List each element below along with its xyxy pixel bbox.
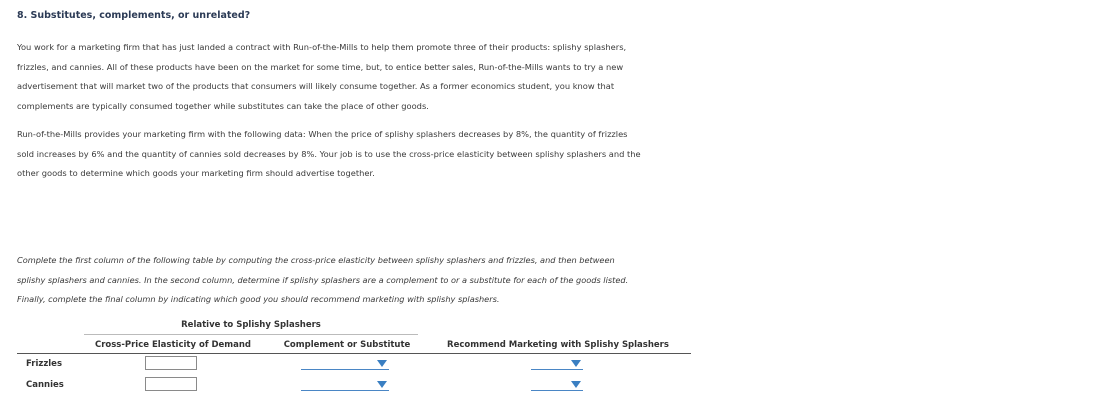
column-header-elasticity: Cross-Price Elasticity of Demand xyxy=(94,340,252,350)
instructions-paragraph xyxy=(17,251,777,310)
paragraph-line: Run-of-the-Mills provides your marketing firm with the following data: When the price of splishy splashers decreases by 8%, the quantity of frizzles xyxy=(17,129,628,139)
row-label-cannies: Cannies xyxy=(26,380,64,390)
chevron-down-icon xyxy=(571,360,581,367)
instruction-line: Finally, complete the final column by indicating which good you should recommend marketing with splishy splashers. xyxy=(17,294,500,304)
data-paragraph xyxy=(17,125,762,184)
chevron-down-icon xyxy=(377,360,387,367)
column-header-recommend: Recommend Marketing with Splishy Splashers xyxy=(447,340,669,350)
paragraph-line: advertisement that will market two of the products that consumers will likely consume together. As a former economics student, you know that xyxy=(17,81,615,91)
table-header-divider xyxy=(17,353,691,354)
table-group-header: Relative to Splishy Splashers xyxy=(181,320,321,330)
instruction-line: Complete the first column of the following table by computing the cross-price elasticity between splishy splashers and frizzles, and then between xyxy=(17,255,615,265)
paragraph-line: frizzles, and cannies. All of these products have been on the market for some time, but, to entice better sales, Run-of-the-Mills wants to try a new xyxy=(17,61,624,72)
frizzles-recommend-dropdown[interactable] xyxy=(531,356,583,370)
paragraph-line: sold increases by 6% and the quantity of cannies sold decreases by 8%. Your job is to use the cross-price elasticity between splishy splashers and the xyxy=(17,148,641,159)
chevron-down-icon xyxy=(377,381,387,388)
cannies-recommend-dropdown[interactable] xyxy=(531,377,583,391)
frizzles-elasticity-input[interactable] xyxy=(145,356,197,370)
paragraph-line: You work for a marketing firm that has just landed a contract with Run-of-the-Mills to help them promote three of their products: splishy splashers, xyxy=(17,42,627,52)
paragraph-line: other goods to determine which goods your marketing firm should advertise together. xyxy=(17,168,375,178)
paragraph-line: complements are typically consumed together while substitutes can take the place of other goods. xyxy=(17,100,429,111)
row-label-frizzles: Frizzles xyxy=(26,359,63,369)
cannies-complement-dropdown[interactable] xyxy=(301,377,389,391)
cannies-elasticity-input[interactable] xyxy=(145,377,197,391)
frizzles-complement-dropdown[interactable] xyxy=(301,356,389,370)
context-paragraph xyxy=(17,38,762,116)
group-header-divider xyxy=(84,334,418,335)
chevron-down-icon xyxy=(571,381,581,388)
question-title: 8. Substitutes, complements, or unrelated? xyxy=(17,10,251,21)
column-header-complement: Complement or Substitute xyxy=(283,340,411,350)
instruction-line: splishy splashers and cannies. In the second column, determine if splishy splashers are a complement to or a substitute for each of the goods listed. xyxy=(17,274,629,285)
